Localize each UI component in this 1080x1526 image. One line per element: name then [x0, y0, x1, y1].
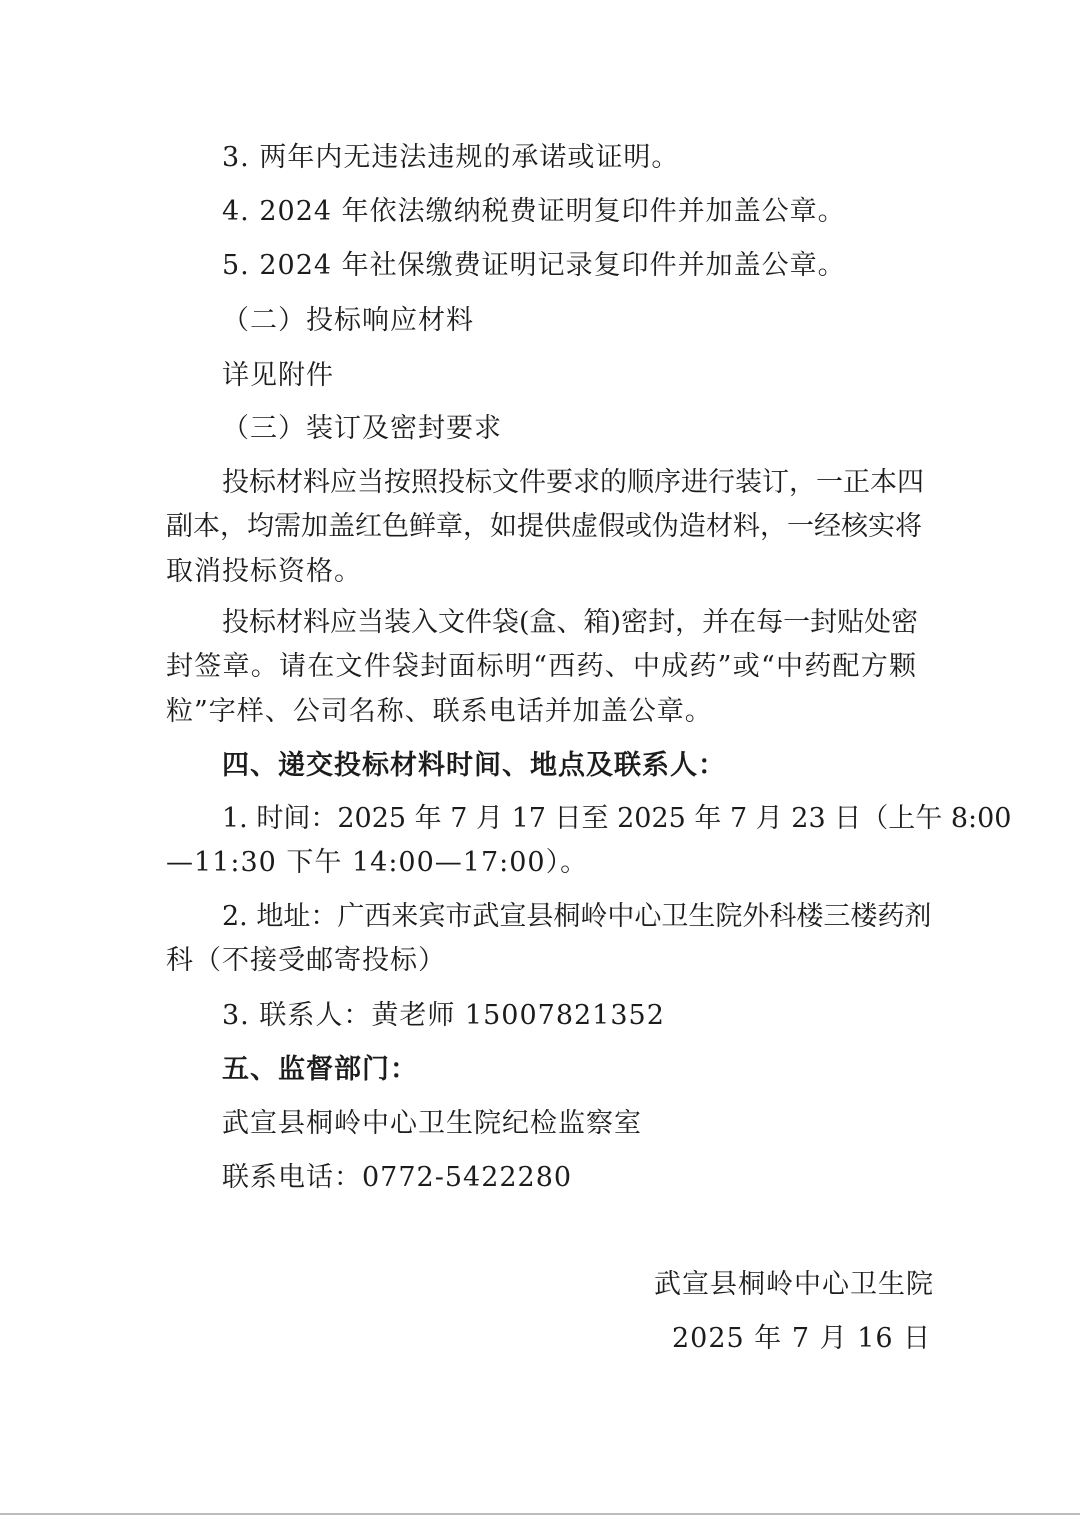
- submission-address-line-1: 2. 地址：广西来宾市武宣县桐岭中心卫生院外科楼三楼药剂: [222, 901, 932, 932]
- section-heading-binding: （三）装订及密封要求: [222, 413, 502, 444]
- supervision-department: 武宣县桐岭中心卫生院纪检监察室: [222, 1108, 642, 1139]
- binding-paragraph-2-line-2: 封签章。请在文件袋封面标明“西药、中成药”或“中药配方颗: [166, 651, 916, 682]
- section-heading-supervision: 五、监督部门：: [222, 1054, 418, 1085]
- submission-time-line-2: —11:30 下午 14:00—17:00）。: [166, 847, 589, 878]
- submission-address-line-2: 科（不接受邮寄投标）: [166, 945, 446, 976]
- supervision-phone: 联系电话：0772-5422280: [222, 1162, 573, 1193]
- submission-contact: 3. 联系人：黄老师 15007821352: [222, 1000, 665, 1031]
- signature-date: 2025 年 7 月 16 日: [672, 1323, 932, 1354]
- signature-organization: 武宣县桐岭中心卫生院: [654, 1269, 934, 1300]
- binding-paragraph-1-line-1: 投标材料应当按照投标文件要求的顺序进行装订，一正本四: [222, 467, 924, 498]
- binding-paragraph-1-line-3: 取消投标资格。: [166, 556, 362, 587]
- binding-paragraph-2-line-1: 投标材料应当装入文件袋(盒、箱)密封，并在每一封贴处密: [222, 607, 919, 638]
- submission-time-line-1: 1. 时间：2025 年 7 月 17 日至 2025 年 7 月 23 日（上午 8:00: [222, 803, 1012, 834]
- qualification-item-5: 5. 2024 年社保缴费证明记录复印件并加盖公章。: [222, 250, 846, 281]
- section-heading-submission: 四、递交投标材料时间、地点及联系人：: [222, 750, 726, 781]
- section-heading-response-materials: （二）投标响应材料: [222, 305, 474, 336]
- qualification-item-3: 3. 两年内无违法违规的承诺或证明。: [222, 142, 680, 173]
- binding-paragraph-2-line-3: 粒”字样、公司名称、联系电话并加盖公章。: [166, 696, 713, 727]
- page-bottom-edge: [0, 1513, 1080, 1515]
- qualification-item-4: 4. 2024 年依法缴纳税费证明复印件并加盖公章。: [222, 196, 846, 227]
- binding-paragraph-1-line-2: 副本，均需加盖红色鲜章，如提供虚假或伪造材料，一经核实将: [166, 511, 922, 542]
- response-materials-text: 详见附件: [222, 360, 334, 391]
